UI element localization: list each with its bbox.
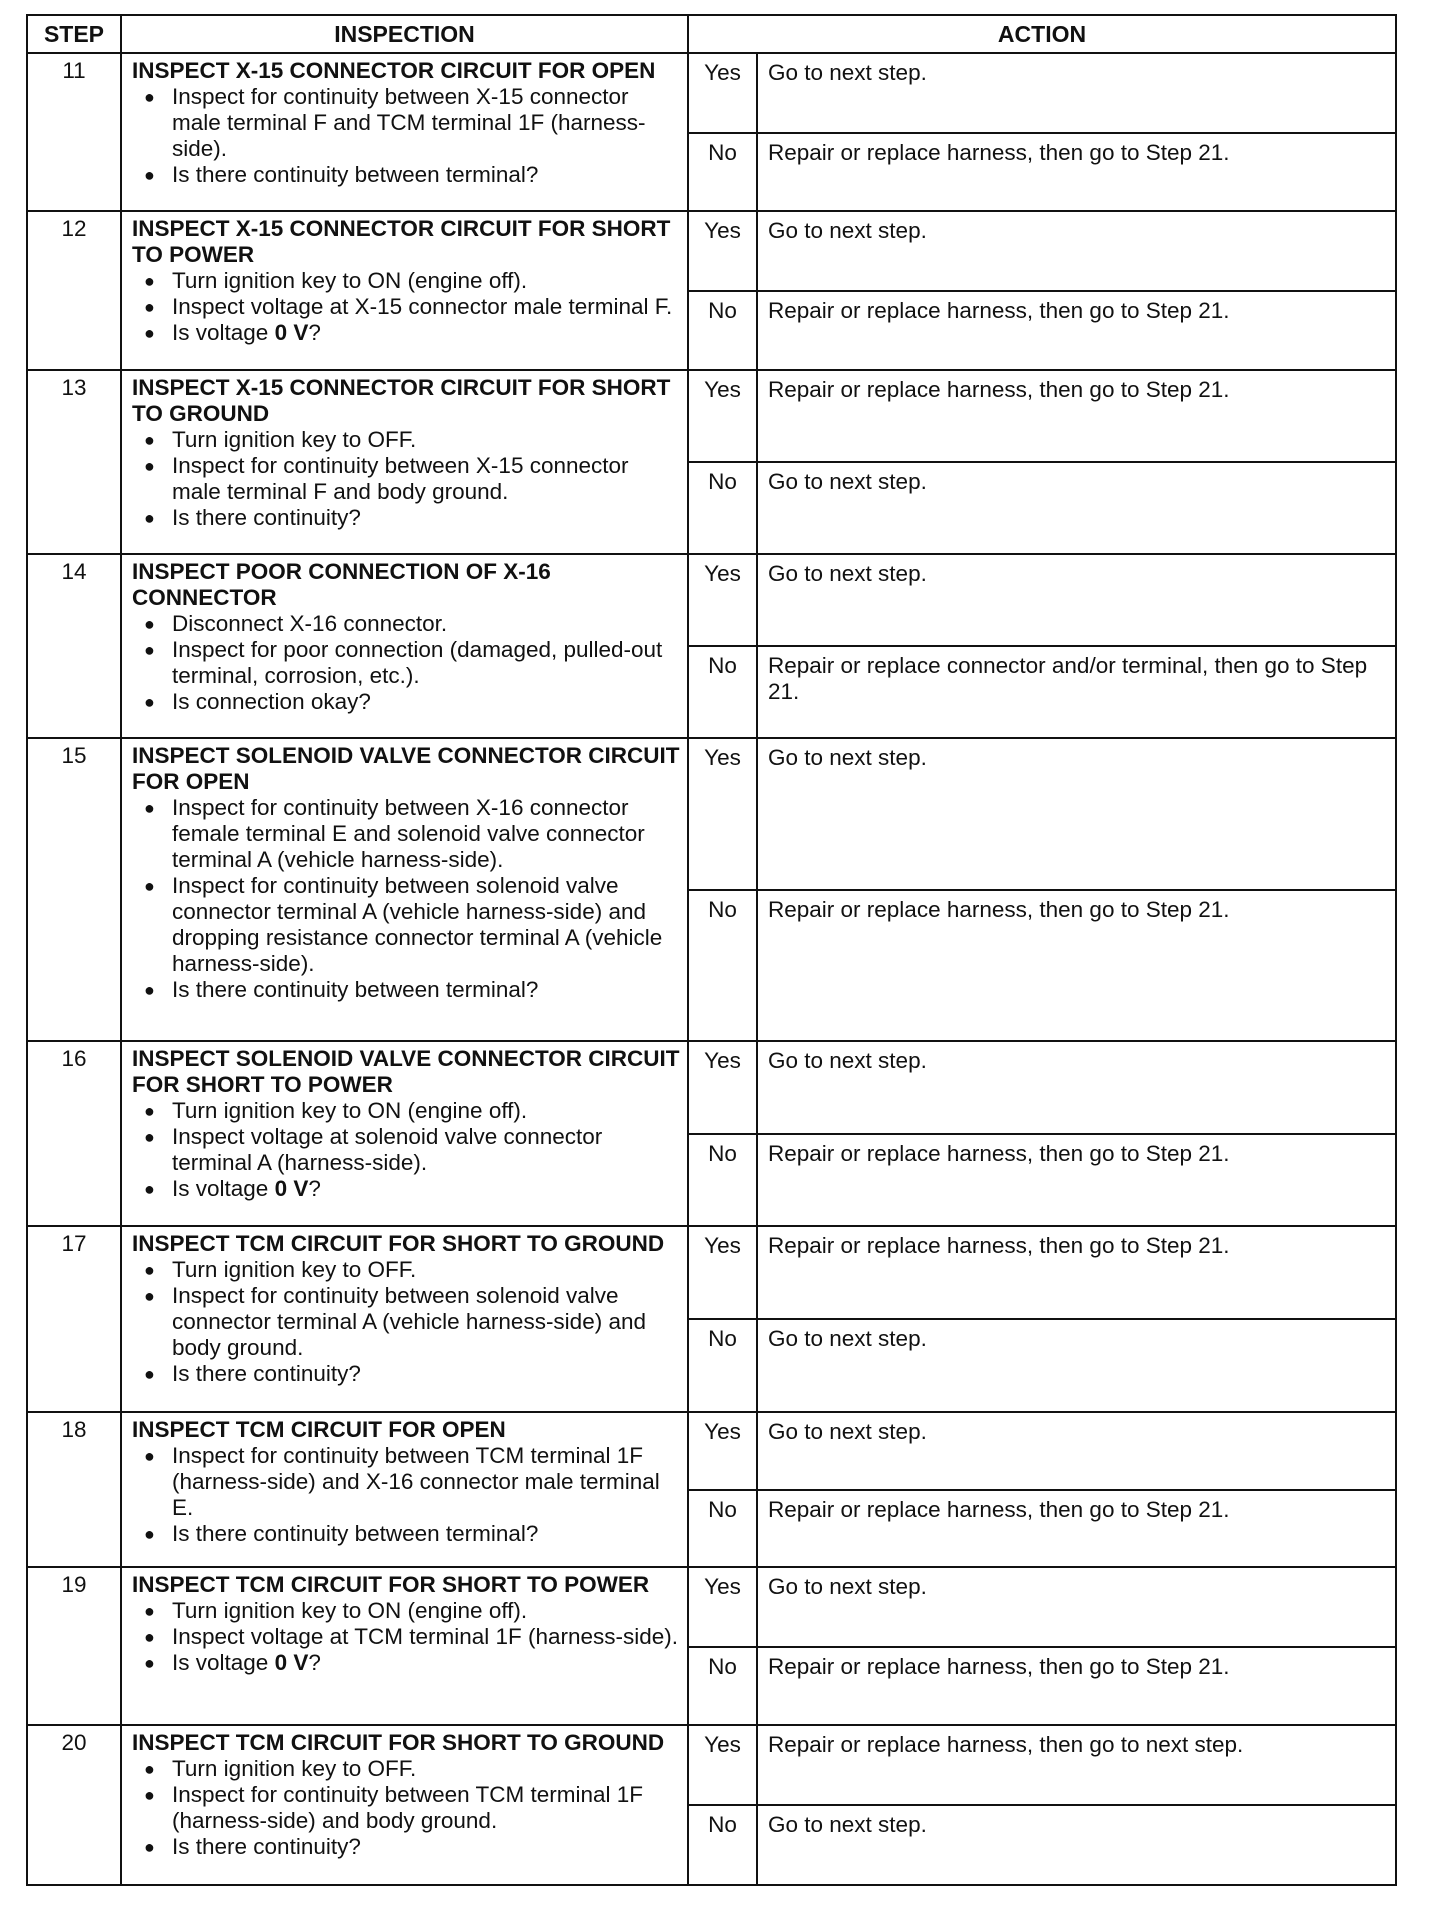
no-label: No: [688, 646, 757, 738]
no-action: Repair or replace harness, then go to Step 21.: [757, 291, 1396, 370]
inspection-title: INSPECT X-15 CONNECTOR CIRCUIT FOR SHORT TO GROUND: [132, 374, 671, 426]
inspection-title: INSPECT SOLENOID VALVE CONNECTOR CIRCUIT FOR SHORT TO POWER: [132, 1046, 680, 1098]
yes-action: Repair or replace harness, then go to next step.: [757, 1725, 1396, 1805]
step-number: 16: [27, 1041, 121, 1225]
inspection-title: INSPECT TCM CIRCUIT FOR SHORT TO GROUND: [132, 1230, 665, 1256]
step-row: [27, 53, 1396, 133]
inspection-bullets: [132, 1098, 681, 1202]
step-row: [27, 370, 1396, 463]
inspection-cell: [121, 53, 688, 211]
inspection-bullet: ● Inspect for continuity between TCM terminal 1F (harness-side) and body ground.: [172, 1782, 681, 1834]
yes-label: Yes: [688, 211, 757, 291]
inspection-bullet: ● Is there continuity?: [172, 1361, 681, 1387]
yes-label: Yes: [688, 1725, 757, 1805]
step-row: [27, 738, 1396, 890]
yes-label: Yes: [688, 53, 757, 133]
step-row: [27, 1412, 1396, 1489]
no-label: No: [688, 1134, 757, 1226]
inspection-cell: [121, 1226, 688, 1413]
yes-label: Yes: [688, 1567, 757, 1647]
inspection-bullets: [132, 1257, 681, 1387]
inspection-bullet: ● Is voltage 0 V?: [172, 320, 681, 346]
yes-label: Yes: [688, 1226, 757, 1319]
inspection-bullets: [132, 611, 681, 715]
inspection-bullet: ● Disconnect X-16 connector.: [172, 611, 681, 637]
inspection-bullet: ● Turn ignition key to ON (engine off).: [172, 1598, 681, 1624]
yes-action: Go to next step.: [757, 1412, 1396, 1489]
no-action: Repair or replace harness, then go to Step 21.: [757, 1490, 1396, 1567]
no-action: Repair or replace harness, then go to Step 21.: [757, 890, 1396, 1041]
no-action: Repair or replace harness, then go to Step 21.: [757, 1647, 1396, 1726]
inspection-bullet: ● Inspect for continuity between solenoid valve connector terminal A (vehicle harness-side) and body ground.: [172, 1283, 681, 1361]
yes-action: Go to next step.: [757, 554, 1396, 646]
step-header: STEP: [27, 15, 121, 53]
yes-label: Yes: [688, 1412, 757, 1489]
step-number: 18: [27, 1412, 121, 1567]
inspection-cell: [121, 554, 688, 738]
yes-action: Go to next step.: [757, 1041, 1396, 1134]
no-label: No: [688, 462, 757, 554]
no-action: Repair or replace connector and/or terminal, then go to Step 21.: [757, 646, 1396, 738]
inspection-bullet: ● Is there continuity between terminal?: [172, 162, 681, 188]
yes-label: Yes: [688, 370, 757, 463]
yes-action: Go to next step.: [757, 53, 1396, 133]
inspection-bullet: ● Inspect for poor connection (damaged, pulled-out terminal, corrosion, etc.).: [172, 637, 681, 689]
step-row: [27, 1725, 1396, 1805]
no-label: No: [688, 890, 757, 1041]
inspection-bullet: ● Turn ignition key to ON (engine off).: [172, 268, 681, 294]
inspection-bullet: ● Inspect for continuity between TCM terminal 1F (harness-side) and X-16 connector male terminal E.: [172, 1443, 681, 1521]
step-number: 12: [27, 211, 121, 369]
inspection-bullets: [132, 1443, 681, 1547]
inspection-title: INSPECT POOR CONNECTION OF X-16 CONNECTOR: [132, 558, 551, 610]
inspection-title: INSPECT X-15 CONNECTOR CIRCUIT FOR SHORT TO POWER: [132, 216, 671, 268]
yes-action: Repair or replace harness, then go to Step 21.: [757, 370, 1396, 463]
inspection-bullet: ● Inspect voltage at X-15 connector male terminal F.: [172, 294, 681, 320]
no-label: No: [688, 1647, 757, 1726]
header-row: [27, 15, 1396, 53]
inspection-bullet: ● Turn ignition key to OFF.: [172, 1756, 681, 1782]
inspection-header: INSPECTION: [121, 15, 688, 53]
inspection-bullets: [132, 1756, 681, 1860]
yes-action: Go to next step.: [757, 738, 1396, 890]
no-action: Go to next step.: [757, 1805, 1396, 1885]
step-row: [27, 1226, 1396, 1319]
inspection-bullet: ● Is voltage 0 V?: [172, 1650, 681, 1676]
inspection-bullet: ● Is there continuity?: [172, 1834, 681, 1860]
action-header: ACTION: [688, 15, 1396, 53]
no-label: No: [688, 1490, 757, 1567]
inspection-title: INSPECT X-15 CONNECTOR CIRCUIT FOR OPEN: [132, 58, 656, 83]
no-label: No: [688, 1805, 757, 1885]
step-row: [27, 1567, 1396, 1647]
yes-label: Yes: [688, 554, 757, 646]
inspection-bullets: [132, 427, 681, 531]
inspection-bullet: ● Is voltage 0 V?: [172, 1176, 681, 1202]
inspection-cell: [121, 1041, 688, 1225]
yes-label: Yes: [688, 738, 757, 890]
no-label: No: [688, 133, 757, 212]
inspection-bullet: ● Turn ignition key to OFF.: [172, 427, 681, 453]
inspection-bullet: ● Inspect voltage at TCM terminal 1F (harness-side).: [172, 1624, 681, 1650]
inspection-title: INSPECT TCM CIRCUIT FOR SHORT TO POWER: [132, 1572, 650, 1598]
inspection-bullet: ● Turn ignition key to OFF.: [172, 1257, 681, 1283]
inspection-bullet: ● Is there continuity between terminal?: [172, 1521, 681, 1547]
yes-action: Go to next step.: [757, 211, 1396, 291]
step-number: 13: [27, 370, 121, 554]
yes-label: Yes: [688, 1041, 757, 1134]
step-row: [27, 1041, 1396, 1134]
inspection-cell: [121, 738, 688, 1041]
inspection-bullet: ● Inspect voltage at solenoid valve connector terminal A (harness-side).: [172, 1124, 681, 1176]
inspection-bullets: [132, 795, 681, 1003]
inspection-bullet: ● Inspect for continuity between X-15 connector male terminal F and TCM terminal 1F (harness-side).: [172, 84, 681, 162]
inspection-cell: [121, 1567, 688, 1725]
inspection-cell: [121, 370, 688, 554]
inspection-title: INSPECT SOLENOID VALVE CONNECTOR CIRCUIT FOR OPEN: [132, 743, 680, 795]
step-number: 20: [27, 1725, 121, 1885]
inspection-bullet: ● Inspect for continuity between solenoid valve connector terminal A (vehicle harness-side) and dropping resistance connector terminal A (vehicle harness-side).: [172, 873, 681, 977]
inspection-title: INSPECT TCM CIRCUIT FOR OPEN: [132, 1417, 506, 1443]
step-row: [27, 554, 1396, 646]
step-number: 11: [27, 53, 121, 211]
diagnostic-table: [26, 14, 1397, 1886]
step-row: [27, 211, 1396, 291]
inspection-bullet: ● Is connection okay?: [172, 689, 681, 715]
inspection-cell: [121, 211, 688, 369]
inspection-bullets: [132, 84, 681, 188]
inspection-cell: [121, 1725, 688, 1885]
no-action: Go to next step.: [757, 462, 1396, 554]
no-label: No: [688, 1319, 757, 1412]
step-number: 15: [27, 738, 121, 1041]
inspection-bullet: ● Is there continuity?: [172, 505, 681, 531]
step-number: 14: [27, 554, 121, 738]
inspection-cell: [121, 1412, 688, 1567]
no-label: No: [688, 291, 757, 370]
no-action: Repair or replace harness, then go to Step 21.: [757, 133, 1396, 212]
inspection-bullets: [132, 1598, 681, 1676]
inspection-bullet: ● Inspect for continuity between X-16 connector female terminal E and solenoid valve connector terminal A (vehicle harness-side).: [172, 795, 681, 873]
no-action: Go to next step.: [757, 1319, 1396, 1412]
step-number: 19: [27, 1567, 121, 1725]
inspection-bullets: [132, 268, 681, 346]
inspection-bullet: ● Is there continuity between terminal?: [172, 977, 681, 1003]
step-number: 17: [27, 1226, 121, 1413]
yes-action: Repair or replace harness, then go to Step 21.: [757, 1226, 1396, 1319]
no-action: Repair or replace harness, then go to Step 21.: [757, 1134, 1396, 1226]
inspection-bullet: ● Inspect for continuity between X-15 connector male terminal F and body ground.: [172, 453, 681, 505]
inspection-title: INSPECT TCM CIRCUIT FOR SHORT TO GROUND: [132, 1730, 665, 1756]
yes-action: Go to next step.: [757, 1567, 1396, 1647]
inspection-bullet: ● Turn ignition key to ON (engine off).: [172, 1098, 681, 1124]
